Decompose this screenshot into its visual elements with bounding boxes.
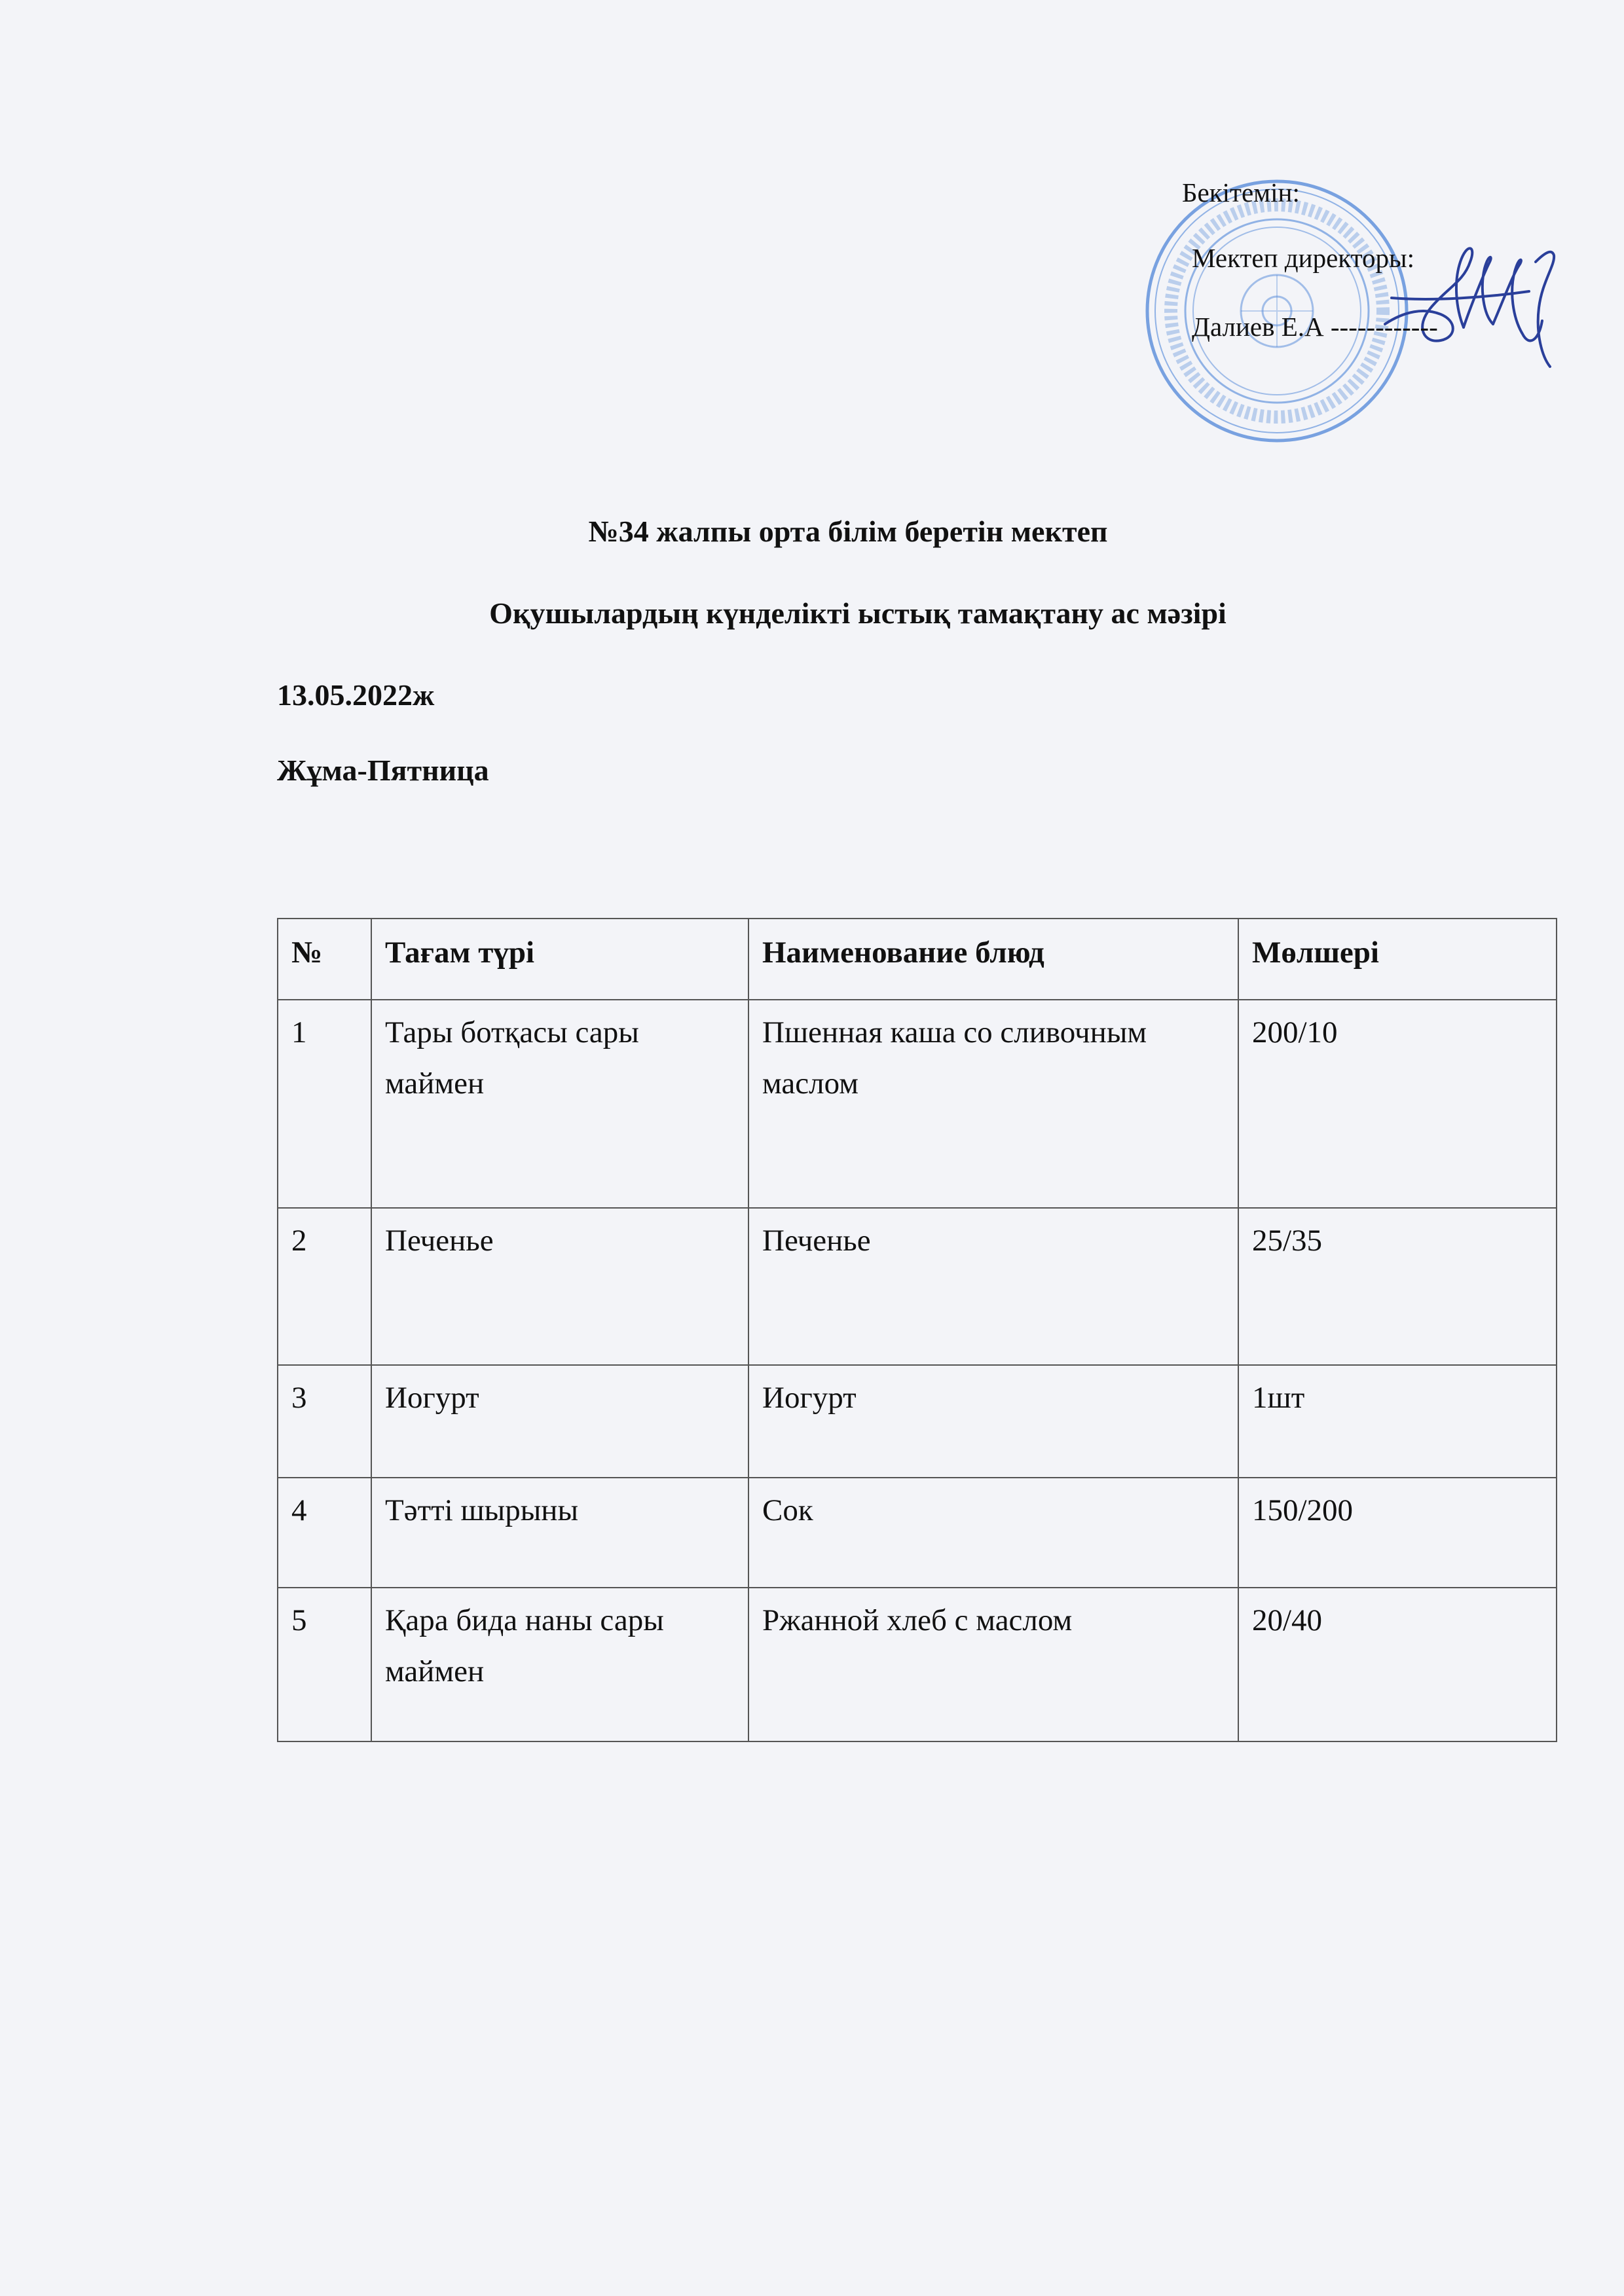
header-number: № [278, 919, 371, 1000]
row-dish-name: Сок [748, 1478, 1238, 1588]
director-name: Далиев Е.А ------------ [1192, 312, 1438, 342]
row-dish-name: Пшенная каша со сливочным маслом [748, 1000, 1238, 1208]
row-dish-name: Иогурт [748, 1365, 1238, 1478]
row-quantity: 150/200 [1238, 1478, 1557, 1588]
row-quantity: 1шт [1238, 1365, 1557, 1478]
table-header-row [278, 919, 1557, 1000]
menu-day: Жұма-Пятница [277, 754, 489, 787]
table-row [278, 1588, 1557, 1741]
menu-date: 13.05.2022ж [277, 678, 435, 712]
header-dish-name: Наименование блюд [748, 919, 1238, 1000]
row-number: 5 [278, 1588, 371, 1741]
row-quantity: 200/10 [1238, 1000, 1557, 1208]
table-row [278, 1000, 1557, 1208]
row-dish-name: Ржанной хлеб с маслом [748, 1588, 1238, 1741]
table-row [278, 1478, 1557, 1588]
row-number: 1 [278, 1000, 371, 1208]
table-row [278, 1208, 1557, 1365]
row-number: 3 [278, 1365, 371, 1478]
row-dish-type: Тары ботқасы сары маймен [371, 1000, 748, 1208]
row-dish-name: Печенье [748, 1208, 1238, 1365]
row-quantity: 25/35 [1238, 1208, 1557, 1365]
row-quantity: 20/40 [1238, 1588, 1557, 1741]
row-dish-type: Печенье [371, 1208, 748, 1365]
row-dish-type: Иогурт [371, 1365, 748, 1478]
director-role: Мектеп директоры: [1192, 243, 1414, 273]
header-quantity: Мөлшері [1238, 919, 1557, 1000]
approval-title: Бекітемін: [1182, 177, 1300, 208]
approval-block [1116, 151, 1575, 491]
school-title: №34 жалпы орта білім беретін мектеп [588, 515, 1108, 548]
row-dish-type: Қара бида наны сары маймен [371, 1588, 748, 1741]
menu-title: Оқушылардың күнделікті ыстық тамақтану ас мәзірі [489, 596, 1227, 630]
row-dish-type: Тәтті шырыны [371, 1478, 748, 1588]
header-dish-type: Тағам түрі [371, 919, 748, 1000]
menu-table [277, 918, 1557, 1742]
row-number: 4 [278, 1478, 371, 1588]
row-number: 2 [278, 1208, 371, 1365]
table-row [278, 1365, 1557, 1478]
